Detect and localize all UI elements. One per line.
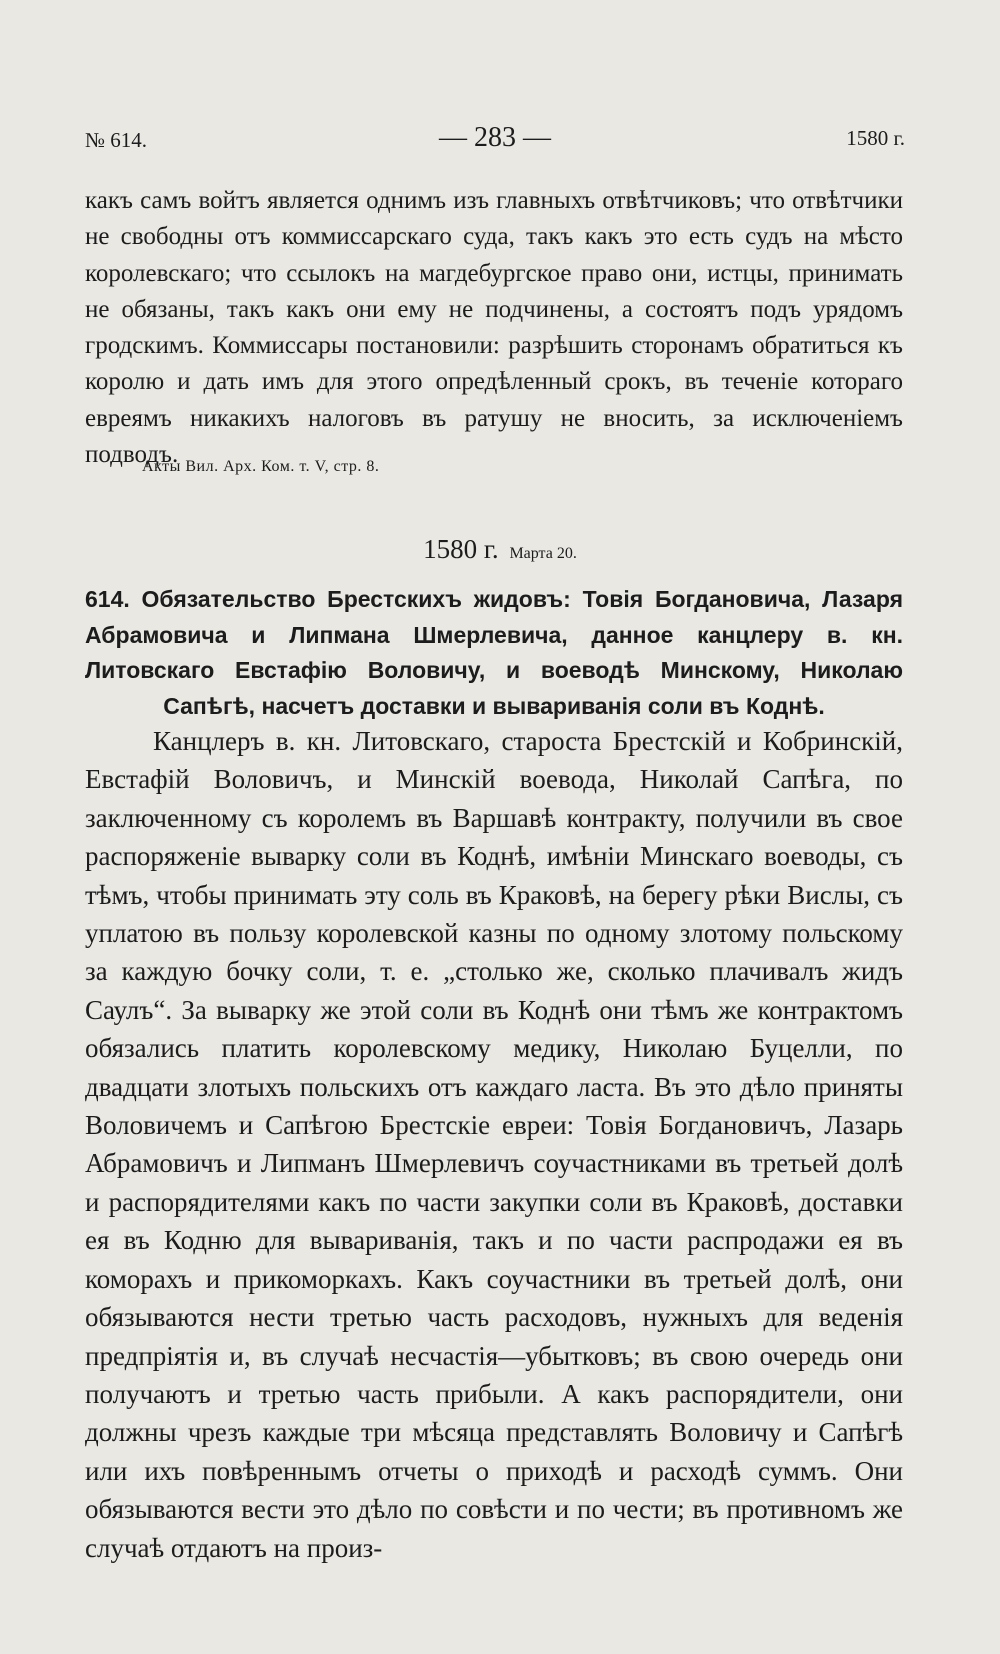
header-year: 1580 г. bbox=[846, 126, 905, 150]
document-date bbox=[0, 534, 1000, 565]
previous-document-text: какъ самъ войтъ является однимъ изъ главныхъ отвѣтчиковъ; что отвѣтчики не свободны отъ коммиссарскаго суда, такъ какъ это есть судъ на мѣсто королевскаго; что ссылокъ на магдебургское право они, истцы, принимать не обязаны, такъ какъ они ему не подчинены, а состоятъ подъ урядомъ гродскимъ. Коммиссары постановили: разрѣшить сторонамъ обратиться къ королю и дать имъ для этого опредѣленный срокъ, въ теченіе котораго евреямъ никакихъ налоговъ въ ратушу не вносить, за исключеніемъ подводъ. bbox=[85, 187, 903, 469]
document-body: Канцлеръ в. кн. Литовскаго, староста Брестскій и Кобринскій, Евстафій Воловичъ, и Минскій воевода, Николай Сапѣга, по заключенному съ королемъ въ Варшавѣ контракту, получили въ свое распоряженіе выварку соли въ Коднѣ, имѣніи Минскаго воеводы, съ тѣмъ, чтобы принимать эту соль въ Краковѣ, на берегу рѣки Вислы, съ уплатою въ пользу королевской казны по одному злотому польскому за каждую бочку соли, т. е. „столько же, сколько плачивалъ жидъ Саулъ“. За выварку же этой соли въ Коднѣ они тѣмъ же контрактомъ обязались платить королевскому медику, Николаю Буцелли, по двадцати злотыхъ польскихъ отъ каждаго ласта. Въ это дѣло приняты Воловичемъ и Сапѣгою Брестскіе евреи: Товія Богдановичъ, Лазарь Абрамовичъ и Липманъ Шмерлевичъ соучастниками въ третьей долѣ и распорядителями какъ по части закупки соли въ Краковѣ, доставки ея въ Кодню для вывариванія, такъ и по части распродажи ея въ коморахъ и прикоморкахъ. Какъ соучастники въ третьей долѣ, они обязываются нести третью часть расходовъ, нужныхъ для веденія предпріятія и, въ случаѣ несчастія—убытковъ; въ свою очередь они получаютъ и третью часть прибыли. А какъ распорядители, они должны чрезъ каждые три мѣсяца представлять Воловичу и Сапѣгѣ или ихъ повѣреннымъ отчеты о приходѣ и расходѣ суммъ. Они обязываются вести это дѣло по совѣсти и по чести; въ противномъ же случаѣ отдаютъ на произ- bbox=[85, 726, 903, 1563]
source-reference: Акты Вил. Арх. Ком. т. V, стр. 8. bbox=[142, 458, 380, 475]
page-number: — 283 — bbox=[439, 122, 551, 153]
document-title: 614. Обязательство Брестскихъ жидовъ: Товія Богдановича, Лазаря Абрамовича и Липмана Шмерлевича, данное канцлеру в. кн. Литовскаго Евстафію Воловичу, и воеводѣ Минскому, Николаю Сапѣгѣ, насчетъ доставки и вывариванія соли въ Коднѣ. bbox=[85, 586, 903, 719]
doc-number: № 614. bbox=[85, 128, 148, 152]
page-header bbox=[85, 122, 905, 162]
document-year: 1580 г. bbox=[423, 534, 499, 564]
document-day: Марта 20. bbox=[509, 545, 577, 562]
